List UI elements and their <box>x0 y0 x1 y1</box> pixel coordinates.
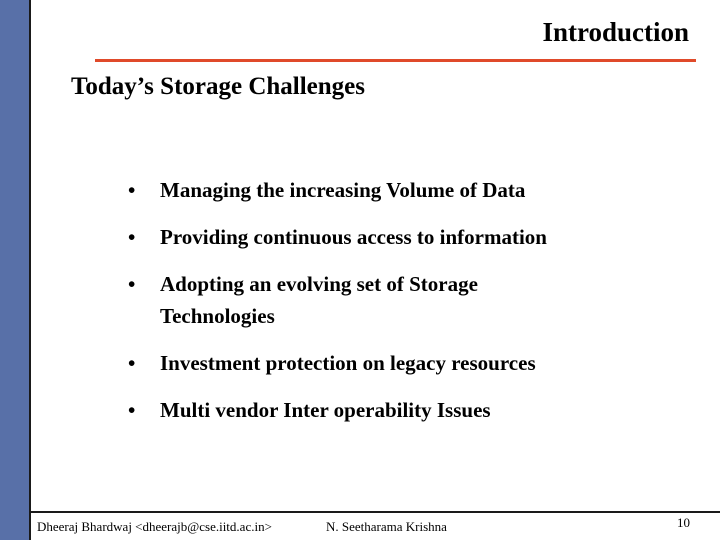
section-title: Introduction <box>542 17 689 47</box>
bullet-list <box>128 174 648 441</box>
bullet-item <box>128 268 560 332</box>
slide-heading: Today’s Storage Challenges <box>71 73 366 100</box>
bullet-dot: • <box>128 178 136 202</box>
bullet-item <box>128 221 648 253</box>
left-divider-line <box>29 0 31 540</box>
left-accent-bar <box>0 0 29 540</box>
title-underline <box>95 59 696 62</box>
bullet-item <box>128 347 648 379</box>
bullet-dot: • <box>128 351 136 375</box>
bullet-dot: • <box>128 225 136 249</box>
bullet-item <box>128 174 648 206</box>
bullet-item <box>128 394 648 426</box>
footer-divider-line <box>31 511 720 513</box>
bullet-text: Managing the increasing Volume of Data <box>160 178 526 202</box>
footer-author: Dheeraj Bhardwaj <dheerajb@cse.iitd.ac.in> <box>37 519 272 534</box>
bullet-dot: • <box>128 398 136 422</box>
bullet-text: Providing continuous access to information <box>160 225 547 249</box>
footer-coauthor: N. Seetharama Krishna <box>326 519 447 534</box>
bullet-text: Multi vendor Inter operability Issues <box>160 398 491 422</box>
bullet-text: Investment protection on legacy resources <box>160 351 536 375</box>
bullet-dot: • <box>128 272 136 296</box>
page-number: 10 <box>677 515 690 530</box>
bullet-text: Adopting an evolving set of Storage Technologies <box>160 272 478 328</box>
